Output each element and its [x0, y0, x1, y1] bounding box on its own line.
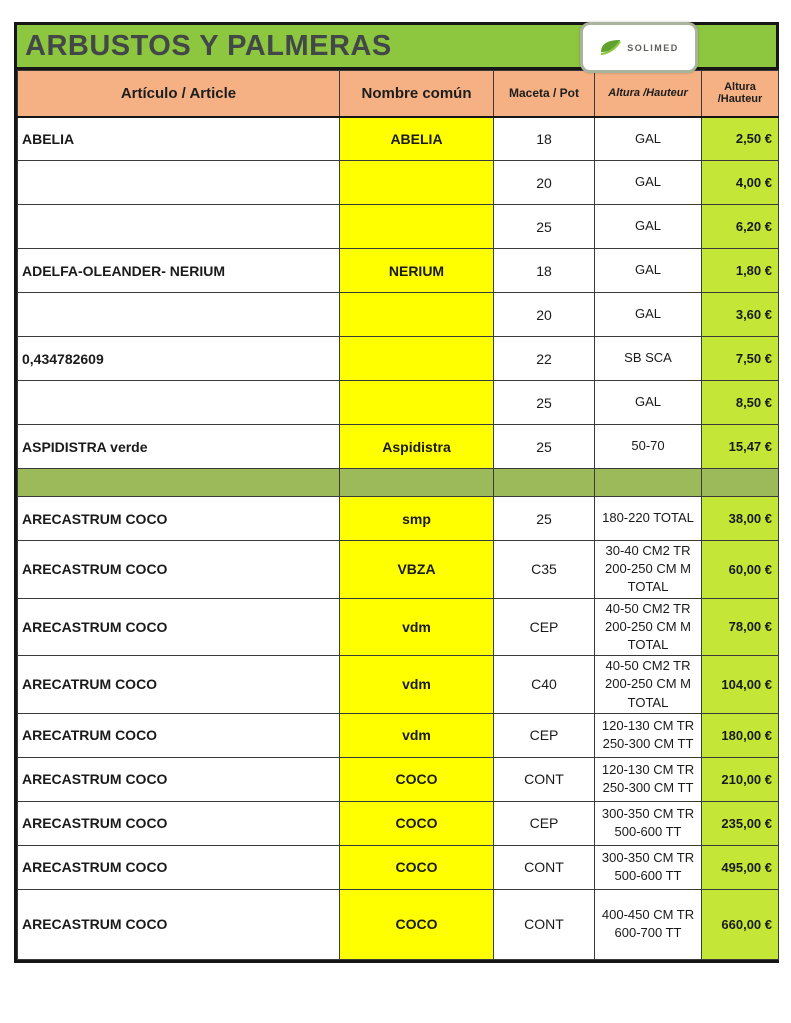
common-name-cell — [340, 757, 494, 801]
height-cell-text: GAL — [634, 130, 661, 146]
article-cell — [18, 889, 340, 959]
pot-cell-text: 20 — [536, 306, 552, 323]
table-row — [18, 801, 779, 845]
pot-cell — [494, 497, 595, 541]
height-cell-text: 180-220 TOTAL — [602, 510, 694, 526]
table-row — [18, 381, 779, 425]
height-cell-text: 120-130 CM TR 250-300 CM TT — [601, 718, 695, 752]
pot-cell — [494, 293, 595, 337]
pot-cell-text: 18 — [536, 262, 552, 279]
common-name-cell-text: vdm — [402, 618, 431, 635]
pot-cell — [494, 117, 595, 161]
height-cell — [595, 337, 702, 381]
pot-cell — [494, 249, 595, 293]
pot-cell — [494, 205, 595, 249]
table-row — [18, 337, 779, 381]
table-body — [18, 117, 779, 960]
pot-cell-text: CONT — [524, 916, 564, 933]
price-cell-text: 60,00 € — [728, 561, 772, 577]
pot-cell — [494, 598, 595, 656]
common-name-cell — [340, 845, 494, 889]
article-cell-text: ARECATRUM COCO — [22, 676, 158, 693]
common-name-cell — [340, 293, 494, 337]
pot-cell-text: CONT — [524, 859, 564, 876]
height-cell — [595, 845, 702, 889]
price-cell — [702, 497, 779, 541]
height-cell — [595, 541, 702, 599]
table-row — [18, 541, 779, 599]
common-name-cell-text: ABELIA — [390, 130, 443, 147]
price-cell — [702, 541, 779, 599]
article-cell — [18, 337, 340, 381]
article-cell-text: ARECASTRUM COCO — [22, 771, 168, 788]
table-row — [18, 425, 779, 469]
price-cell-text: 104,00 € — [721, 676, 772, 692]
price-cell-text: 660,00 € — [721, 916, 772, 932]
pot-cell — [494, 161, 595, 205]
header-row — [18, 71, 779, 117]
price-cell-text: 38,00 € — [728, 511, 772, 526]
common-name-cell-text: vdm — [402, 676, 431, 693]
pot-cell — [494, 381, 595, 425]
article-cell — [18, 161, 340, 205]
pot-cell — [494, 541, 595, 599]
height-cell — [595, 713, 702, 757]
price-cell — [702, 337, 779, 381]
height-cell — [595, 801, 702, 845]
height-cell — [595, 293, 702, 337]
price-cell-text: 3,60 € — [735, 307, 772, 322]
price-cell — [702, 889, 779, 959]
height-cell-text: 300-350 CM TR 500-600 TT — [601, 850, 695, 884]
height-cell-text: 400-450 CM TR 600-700 TT — [601, 907, 695, 941]
price-cell-text: 6,20 € — [735, 219, 772, 234]
common-name-cell-text: COCO — [395, 859, 438, 876]
table-row — [18, 845, 779, 889]
price-cell — [702, 293, 779, 337]
height-cell-text: GAL — [634, 218, 661, 234]
col-header-price: Altura /Hauteur — [702, 71, 779, 117]
height-cell — [595, 889, 702, 959]
article-cell-text: ARECASTRUM COCO — [22, 859, 168, 876]
height-cell — [595, 497, 702, 541]
height-cell — [595, 425, 702, 469]
price-cell — [702, 598, 779, 656]
pot-cell — [494, 337, 595, 381]
separator-cell — [494, 469, 595, 497]
article-cell-text: ARECASTRUM COCO — [22, 561, 168, 578]
common-name-cell — [340, 249, 494, 293]
height-cell-text: GAL — [634, 394, 661, 410]
common-name-cell-text: NERIUM — [388, 262, 445, 279]
article-cell — [18, 205, 340, 249]
article-cell — [18, 381, 340, 425]
article-cell-text: ARECASTRUM COCO — [22, 916, 168, 933]
separator-cell — [340, 469, 494, 497]
price-cell-text: 180,00 € — [721, 727, 772, 743]
pot-cell — [494, 801, 595, 845]
height-cell-text: GAL — [634, 174, 661, 190]
common-name-cell — [340, 117, 494, 161]
common-name-cell — [340, 425, 494, 469]
common-name-cell — [340, 801, 494, 845]
price-cell — [702, 205, 779, 249]
table-header — [18, 71, 779, 117]
height-cell — [595, 381, 702, 425]
article-cell-text: ASPIDISTRA verde — [22, 438, 148, 455]
pot-cell — [494, 713, 595, 757]
price-cell — [702, 117, 779, 161]
price-cell — [702, 845, 779, 889]
pot-cell-text: 25 — [536, 394, 552, 411]
common-name-cell-text: VBZA — [397, 561, 436, 578]
pot-cell-text: CONT — [524, 771, 564, 788]
pot-cell-text: CEP — [529, 727, 559, 744]
article-cell-text: 0,434782609 — [22, 350, 104, 367]
pot-cell-text: C40 — [531, 676, 557, 693]
price-cell-text: 495,00 € — [721, 859, 772, 875]
price-list-sheet — [14, 22, 779, 963]
article-cell — [18, 249, 340, 293]
pot-cell — [494, 425, 595, 469]
article-cell — [18, 598, 340, 656]
table-row — [18, 757, 779, 801]
article-cell-text: ARECASTRUM COCO — [22, 510, 168, 527]
article-cell — [18, 425, 340, 469]
price-table — [17, 70, 779, 960]
height-cell-text: 50-70 — [631, 438, 665, 454]
common-name-cell-text: COCO — [395, 771, 438, 788]
solimed-logo — [580, 22, 698, 73]
article-cell — [18, 117, 340, 161]
article-cell — [18, 801, 340, 845]
article-cell — [18, 541, 340, 599]
title-bar — [17, 25, 776, 70]
common-name-cell — [340, 161, 494, 205]
article-cell-text: ARECASTRUM COCO — [22, 815, 168, 832]
price-cell-text: 4,00 € — [735, 175, 772, 190]
common-name-cell-text: COCO — [395, 815, 438, 832]
pot-cell-text: CEP — [529, 618, 559, 635]
table-row — [18, 161, 779, 205]
pot-cell-text: 22 — [536, 350, 552, 367]
pot-cell-text: C35 — [531, 561, 557, 578]
common-name-cell — [340, 381, 494, 425]
common-name-cell-text: smp — [402, 510, 431, 527]
price-cell — [702, 425, 779, 469]
common-name-cell — [340, 205, 494, 249]
height-cell — [595, 656, 702, 714]
height-cell-text: 300-350 CM TR 500-600 TT — [601, 806, 695, 840]
common-name-cell-text: COCO — [395, 916, 438, 933]
price-cell-text: 1,80 € — [735, 263, 772, 278]
height-cell-text: GAL — [634, 262, 661, 278]
price-cell-text: 235,00 € — [721, 815, 772, 831]
table-row — [18, 656, 779, 714]
height-cell-text: 40-50 CM2 TR 200-250 CM M TOTAL — [605, 600, 691, 652]
price-cell-text: 8,50 € — [735, 395, 772, 410]
price-cell — [702, 656, 779, 714]
price-cell-text: 15,47 € — [728, 439, 772, 454]
pot-cell-text: 20 — [536, 174, 552, 191]
pot-cell-text: 25 — [536, 438, 552, 455]
page-title: ARBUSTOS Y PALMERAS — [25, 29, 392, 62]
common-name-cell — [340, 713, 494, 757]
price-cell — [702, 161, 779, 205]
article-cell — [18, 656, 340, 714]
height-cell-text: GAL — [634, 306, 661, 322]
separator-row — [18, 469, 779, 497]
common-name-cell — [340, 497, 494, 541]
pot-cell-text: 25 — [536, 510, 552, 527]
height-cell — [595, 117, 702, 161]
leaf-icon — [599, 38, 623, 57]
price-cell — [702, 249, 779, 293]
price-cell-text: 2,50 € — [735, 131, 772, 147]
col-header-common-name: Nombre común — [340, 71, 494, 117]
logo-text: SOLIMED — [627, 42, 679, 53]
col-header-pot: Maceta / Pot — [494, 71, 595, 117]
price-cell — [702, 801, 779, 845]
separator-cell — [595, 469, 702, 497]
col-header-height: Altura /Hauteur — [595, 71, 702, 117]
height-cell — [595, 249, 702, 293]
common-name-cell — [340, 541, 494, 599]
article-cell — [18, 293, 340, 337]
price-cell — [702, 757, 779, 801]
article-cell-text: ADELFA-OLEANDER- NERIUM — [22, 262, 225, 279]
table-row — [18, 497, 779, 541]
price-cell-text: 7,50 € — [735, 351, 772, 366]
common-name-cell-text: vdm — [402, 727, 431, 744]
table-row — [18, 713, 779, 757]
common-name-cell — [340, 598, 494, 656]
price-cell-text: 210,00 € — [721, 771, 772, 787]
table-row — [18, 205, 779, 249]
height-cell — [595, 757, 702, 801]
height-cell-text: 40-50 CM2 TR 200-250 CM M TOTAL — [605, 658, 691, 710]
common-name-cell — [340, 656, 494, 714]
article-cell — [18, 497, 340, 541]
height-cell — [595, 161, 702, 205]
price-cell — [702, 381, 779, 425]
pot-cell — [494, 656, 595, 714]
article-cell — [18, 757, 340, 801]
pot-cell-text: 25 — [536, 218, 552, 235]
article-cell-text: ABELIA — [22, 130, 75, 147]
separator-cell — [18, 469, 340, 497]
price-cell — [702, 713, 779, 757]
pot-cell-text: 18 — [536, 130, 552, 147]
height-cell-text: 30-40 CM2 TR 200-250 CM M TOTAL — [605, 543, 691, 595]
article-cell — [18, 713, 340, 757]
pot-cell-text: CEP — [529, 815, 559, 832]
pot-cell — [494, 889, 595, 959]
article-cell — [18, 845, 340, 889]
price-cell-text: 78,00 € — [728, 619, 772, 635]
table-row — [18, 598, 779, 656]
article-cell-text: ARECATRUM COCO — [22, 727, 158, 744]
pot-cell — [494, 845, 595, 889]
height-cell-text: 120-130 CM TR 250-300 CM TT — [601, 762, 695, 796]
table-row — [18, 117, 779, 161]
table-row — [18, 293, 779, 337]
common-name-cell — [340, 889, 494, 959]
pot-cell — [494, 757, 595, 801]
separator-cell — [702, 469, 779, 497]
height-cell-text: SB SCA — [624, 350, 672, 366]
article-cell-text: ARECASTRUM COCO — [22, 618, 168, 635]
height-cell — [595, 205, 702, 249]
table-row — [18, 889, 779, 959]
common-name-cell — [340, 337, 494, 381]
common-name-cell-text: Aspidistra — [382, 438, 451, 455]
height-cell — [595, 598, 702, 656]
table-row — [18, 249, 779, 293]
col-header-article: Artículo / Article — [18, 71, 340, 117]
